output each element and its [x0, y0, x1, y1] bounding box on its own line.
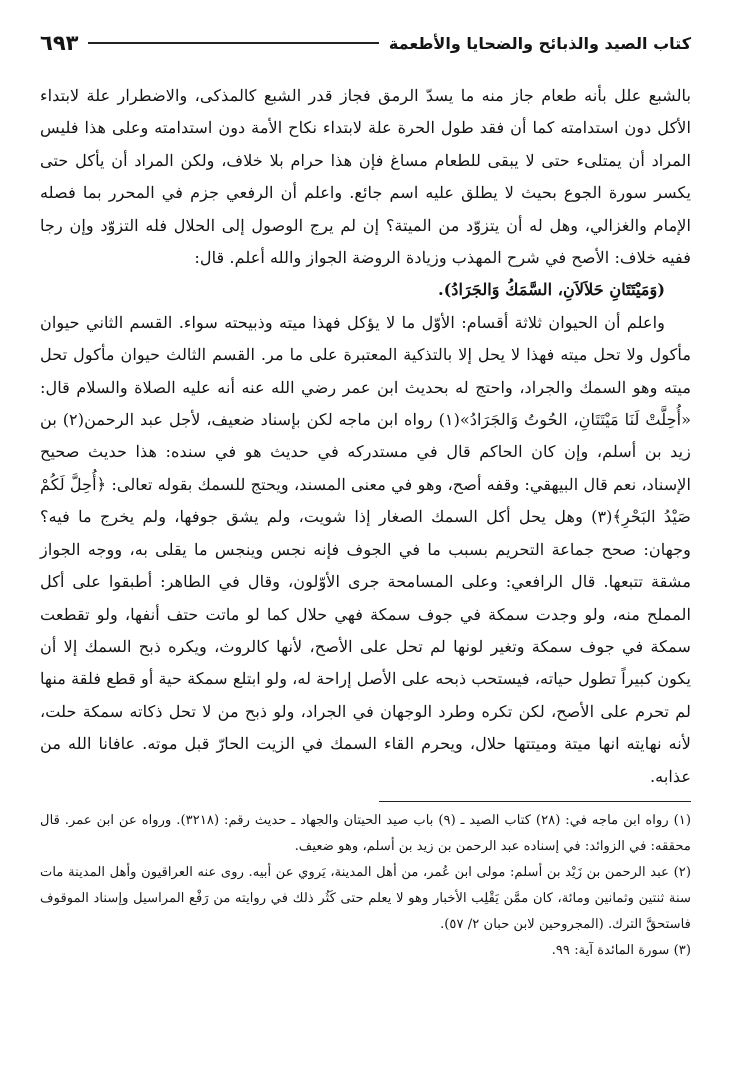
main-text — [40, 80, 691, 793]
matn-quote: (وَمَيْتَتَانِ حَلاَلاَنِ، السَّمَكُ وَالجَرَادُ). — [437, 280, 665, 300]
footnotes — [40, 808, 691, 964]
paragraph-opening: بالشبع علل بأنه طعام جاز منه ما يسدّ الرمق فجاز قدر الشبع كالمذكى، والاضطرار علة لابتداء الأكل دون استدامته كما أن فقد طول الحرة علة لابتداء نكاح الأمة دون استدامته وعلى هذا فليس المراد أن يمتلىء حتى لا يبقى للطعام مساغ فإن هذا حرام بلا خلاف، ولكن المراد أن يأكل حتى يكسر سورة الجوع بحيث لا يطلق عليه اسم جائع. واعلم أن الرفعي جزم في المحرر بما فصله الإمام والغزالي، وهل له أن يتزوّد من الميتة؟ إن لم يرج الوصول إلى الحلال فله التزوّد وإن رجا ففيه خلاف: الأصح في شرح المهذب وزيادة الروضة الجواز والله أعلم. قال: — [40, 86, 691, 268]
header-rule — [88, 42, 378, 44]
footnote-3: (٣) سورة المائدة آية: ٩٩. — [551, 942, 691, 958]
footnote-2: (٢) عبد الرحمن بن زَيْد بن أسلم: مولى ابن عُمر، من أهل المدينة، يَروي عن أبيه. روى عنه العراقيون وأهل المدينة مات سنة ثنتين وثمانين ومائة، كان ممَّن يَقْلِب الأخبار وهو لا يعلم حتى كَثُر ذلك في روايته من رَفْع المراسيل وإسناد الموقوف فاستحقَّ الترك. (المجروحين لابن حبان ٢/ ٥٧). — [40, 864, 691, 932]
footnote-1: (١) رواه ابن ماجه في: (٢٨) كتاب الصيد ـ (٩) باب صيد الحيتان والجهاد ـ حديث رقم: (٣٢١٨). ورواه عن ابن عمر. قال محققه: في الزوائد: في إسناده عبد الرحمن بن زيد بن أسلم، وهو ضعيف. — [40, 812, 691, 854]
footnote-separator — [379, 801, 691, 802]
paragraph-commentary: واعلم أن الحيوان ثلاثة أقسام: الأوّل ما لا يؤكل فهذا ميته وذبيحته سواء. القسم الثاني حيوان مأكول ولا تحل ميته فهذا لا يحل إلا بالتذكية المعتبرة على ما مر. القسم الثالث حيوان مأكول تحل ميته وهو السمك والجراد، واحتج له بحديث ابن عمر رضي الله عنه أنه عليه الصلاة والسلام قال: «أُحِلَّتْ لَنَا مَيْتَتَانِ، الحُوتُ وَالجَرَادُ»(١) رواه ابن ماجه لكن بإسناد ضعيف، لأجل عبد الرحمن(٢) بن زيد بن أسلم، وإن كان الحاكم قال في مستدركه في حديث هو في سنده: هذا حديث صحيح الإسناد، نعم قال البيهقي: وقفه أصح، وهو في معنى المسند، ويحتج للسمك بقوله تعالى: ﴿أُحِلَّ لَكُمْ صَيْدُ البَحْرِ﴾(٣) وهل يحل أكل السمك الصغار إذا شويت، ولم يشق جوفها، ولم يخرج ما فيه؟ وجهان: صحح جماعة التحريم بسبب ما في الجوف فإنه نجس وينجس ما يقلى به، ووجه الجواز مشقة تتبعها. قال الرافعي: وعلى المسامحة جرى الأوّلون، وقال في الطاهر: أطبقوا على أكل المملح منه، ولو وجدت سمكة في جوف سمكة فهي حلال كما لو ماتت حتف أنفها، ولو تقطعت سمكة في جوف سمكة وتغير لونها لم تحل على الأصح، لأنها كالروث، ويكره ذبح السمك إلا أن يكون كبيراً تطول حياته، فيستحب ذبحه على الأصل إراحة له، ولو ابتلع سمكة حية أو قطع فلقة منها لم تحرم على الأصح، لكن تكره وطرد الوجهان في الجراد، ولو ذبح من لا تحل ذكاته سمكة حلت، لأنه نهايته انها ميتة وميتتها حلال، ويحرم القاء السمك في الزيت الحارّ قبل موته. عافانا الله من عذابه. — [40, 312, 691, 786]
page-header — [40, 26, 691, 60]
chapter-title: كتاب الصيد والذبائح والضحايا والأطعمة — [388, 33, 691, 53]
page-number: ٦٩٣ — [40, 31, 79, 55]
